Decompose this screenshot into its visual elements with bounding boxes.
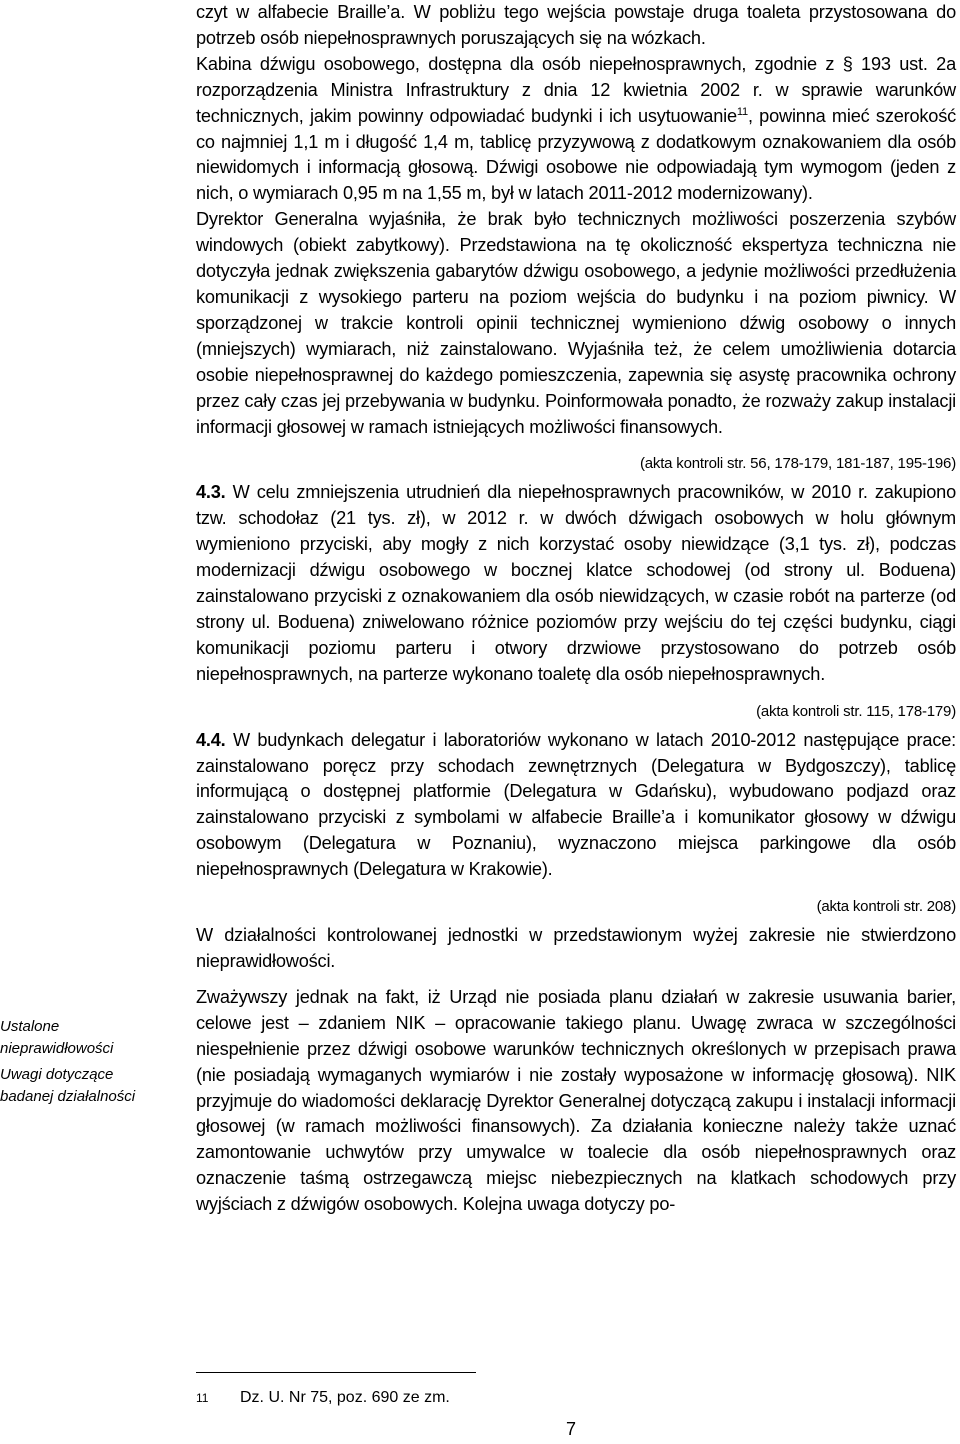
section-4-4-number: 4.4.: [196, 729, 226, 750]
paragraph-elevator-part-a: Kabina dźwigu osobowego, dostępna dla osób niepełnosprawnych, zgodnie z § 193 ust. 2a rozporządzenia Ministra Infrastruktury z dnia 12 kwietnia 2002 r. w sprawie warunków technicznych, jakim powinny odpowiadać budynki i ich usytuowanie: [196, 53, 956, 126]
margin-note-findings: Ustalone nieprawidłowości: [0, 1018, 114, 1057]
section-4-3: [196, 480, 956, 687]
paragraph-findings: W działalności kontrolowanej jednostki w przedstawionym wyżej zakresie nie stwierdzono nieprawidłowości.: [196, 925, 956, 971]
paragraph-remarks: Zważywszy jednak na fakt, iż Urząd nie posiada planu działań w zakresie usuwania barier, celowe jest – zdaniem NIK – opracowanie takiego planu. Uwagę zwraca w szczególności niespełnienie przez dźwigi osobowe warunków technicznych określonych w przepisach prawa (nie posiadają wymaganych wymiarów i nie zostały wyposażone w informację głosową). NIK przyjmuje do wiadomości deklarację Dyrektor Generalnej dotyczącą zakupu i instalacji informacji głosowej (w ramach możliwości finansowych). Za działania konieczne należy także uznać zamontowanie uchwytów przy umywalce w toalecie dla osób niepełnosprawnych oraz oznaczenie taśmą ostrzegawczą miejsc niebezpiecznych na klatkach schodowych przy wyjściach z dźwigów osobowych. Kolejna uwaga dotyczy po-: [196, 986, 956, 1215]
footnote-separator: [196, 1372, 476, 1373]
section-4-4-text: W budynkach delegatur i laboratoriów wykonano w latach 2010-2012 następujące prace: zainstalowano poręcz przy schodach zewnętrznych (Delegatura w Bydgoszczy), tablicę informującą o dostępnej platformie (Delegatura w Gdańsku), wybudowano podjazd oraz zainstalowano przyciski z symbolami w alfabecie Braille’a i komunikator głosowy w dźwigu osobowym (Delegatura w Poznaniu), wyznaczono miejsca parkingowe dla osób niepełnosprawnych (Delegatura w Krakowie).: [196, 729, 956, 880]
footnote-text: Dz. U. Nr 75, poz. 690 ze zm.: [240, 1389, 450, 1406]
reference-akta-1: (akta kontroli str. 56, 178-179, 181-187, 195-196): [639, 455, 956, 473]
paragraph-braille: czyt w alfabecie Braille’a. W pobliżu tego wejścia powstaje druga toaleta przystosowana do potrzeb osób niepełnosprawnych poruszających się na wózkach.: [196, 2, 956, 48]
footnote: [196, 1388, 450, 1408]
reference-akta-3: (akta kontroli str. 208): [816, 898, 956, 916]
paragraph-elevator-part-b: , powinna mieć szerokość co najmniej 1,1 m i długość 1,4 m, tablicę przyzywową z dodatkowym oznakowaniem dla osób niewidomych i informacją głosową. Dźwigi osobowe nie odpowiadają tym wymogom (jeden z nich, o wymiarach 0,95 m na 1,55 m, był w latach 2011-2012 modernizowany).: [196, 105, 957, 204]
margin-note-remarks: Uwagi dotyczące badanej działalności: [0, 1066, 136, 1105]
footnote-reference[interactable]: 11: [736, 105, 748, 118]
paragraph-director-explanation: Dyrektor Generalna wyjaśniła, że brak było technicznych możliwości poszerzenia szybów windowych (obiekt zabytkowy). Przedstawiona na tę okoliczność ekspertyza techniczna nie dotyczyła jednak zwiększenia gabarytów dźwigu osobowego, a jedynie możliwości przedłużenia komunikacji z wysokiego parteru na poziom wejścia do budynku i na poziom piwnicy. W sporządzonej w trakcie kontroli opinii technicznej wymieniono dźwig osobowy o innych (mniejszych) wymiarach, niż zainstalowano. Wyjaśniła też, że celem umożliwienia dotarcia osobie niepełnosprawnej do każdego pomieszczenia, zapewnia się asystę pracownika ochrony przez cały czas jej przebywania w budynku. Poinformowała ponadto, że rozważy zakup instalacji informacji głosowej w ramach istniejących możliwości finansowych.: [196, 209, 956, 437]
footnote-number: 11: [196, 1391, 209, 1405]
page-number: 7: [566, 1419, 577, 1439]
section-4-3-number: 4.3.: [196, 482, 226, 503]
margin-notes: [0, 1016, 170, 1112]
section-4-4: [196, 728, 956, 883]
main-text: [196, 0, 956, 1218]
paragraph-elevator: [196, 52, 956, 207]
section-4-3-text: W celu zmniejszenia utrudnień dla niepełnosprawnych pracowników, w 2010 r. zakupiono tzw. schodołaz (21 tys. zł), w 2012 r. w dwóch dźwigach osobowych w holu głównym wymieniono przyciski, aby mogły z nich korzystać osoby niewidzące (3,1 tys. zł), podczas modernizacji dźwigu osobowego w bocznej klatce schodowej (od strony ul. Boduena) zainstalowano przyciski z oznakowaniem dla osób niewidzących, w czasie robót na parterze (od strony ul. Boduena) zniwelowano różnice poziomów przy wejściu do tej części budynku, ciągi komunikacji poziomu parteru i otwory drzwiowe przystosowano do potrzeb osób niepełnosprawnych, na parterze wykonano toaletę dla osób niepełnosprawnych.: [196, 482, 956, 684]
reference-akta-2: (akta kontroli str. 115, 178-179): [756, 702, 956, 720]
